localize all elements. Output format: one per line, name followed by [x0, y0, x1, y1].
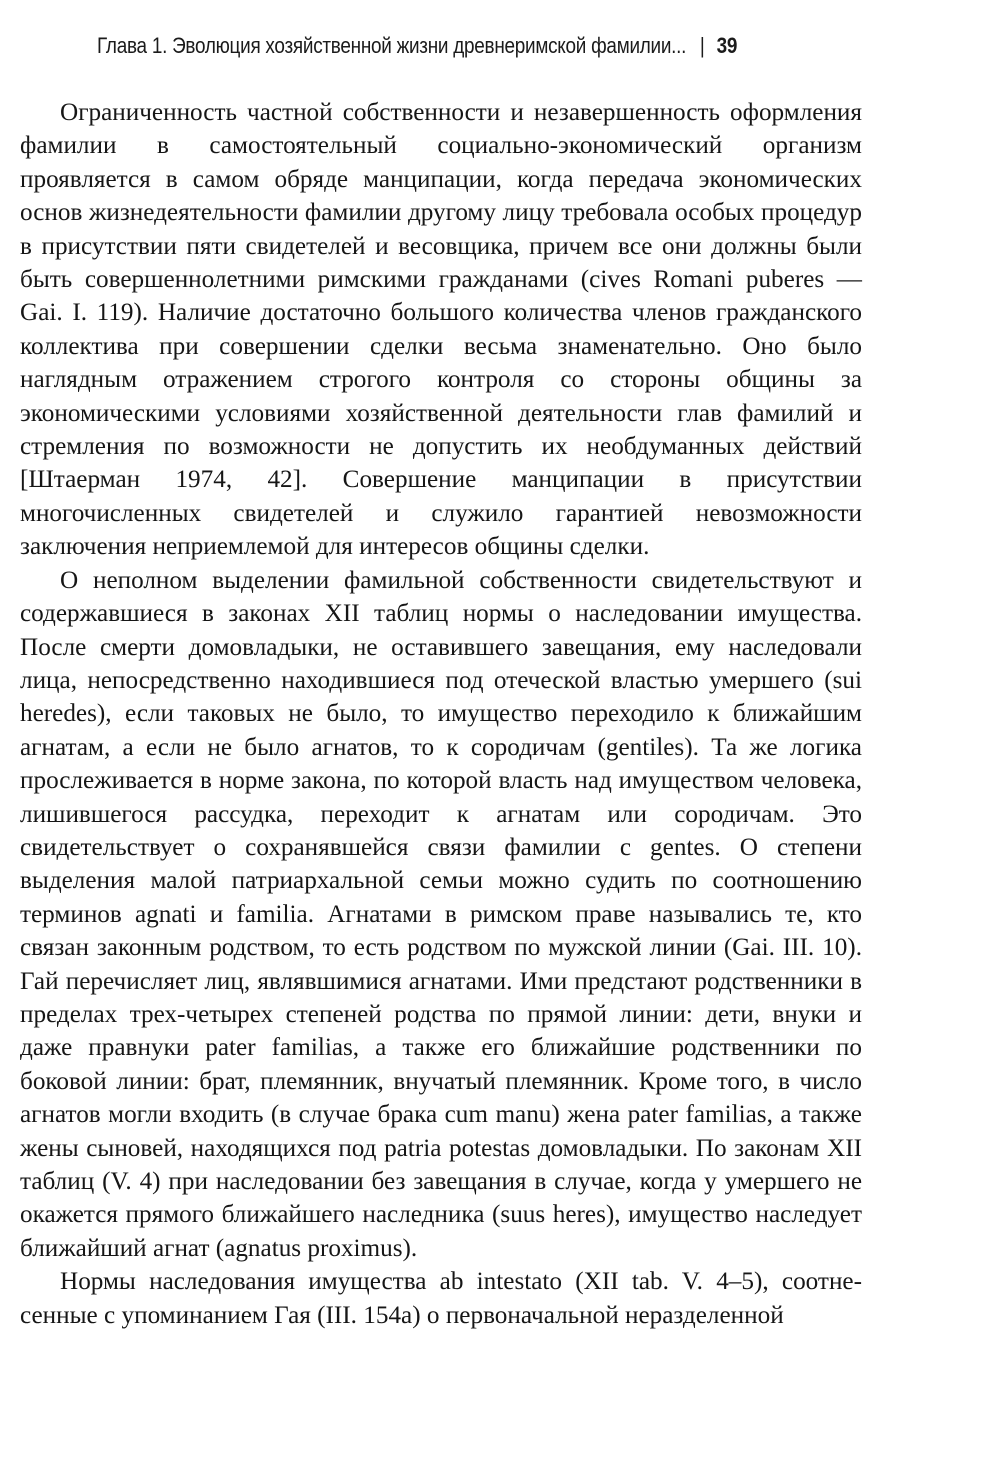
paragraph: Ограниченность частной собственности и незавершенность оформления фамилии в самостоятельный социально-экономический организм проявляется в самом обряде манципации, когда передача экономических основ жизнедеятельности фамилии другому лицу требовала особых процедур в присутствии пяти свидетелей и весовщика, причем все они должны были быть совершеннолетними римскими гражданами (cives Romani puberes — Gai. I. 119). Наличие достаточно большого количества членов гражданского коллектива при совершении сделки весьма знаменательно. Оно было наглядным отражением строгого контроля со стороны общины за экономическими условиями хозяйственной деятельности глав фамилий и стремления по возможности не допустить их необдуманных действий [Штаерман 1974, 42]. Совершение манципации в присутствии многочисленных свидетелей и служило гарантией невозможности заключения неприемлемой для интересов общины сделки.	[20, 99, 862, 561]
paragraph: Нормы наследования имущества ab intestato (XII tab. V. 4–5), соотнесенные с упоминанием Гая (III. 154a) о первоначальной неразделенной	[20, 1268, 862, 1329]
chapter-title: Глава 1. Эволюция хозяйственной жизни древнеримской фамилии...	[97, 33, 687, 58]
running-head	[97, 33, 759, 73]
paragraph: О неполном выделении фамильной собственности свидетельствуют и содержавшиеся в законах XII таблиц нормы о наследовании имущества. После смерти домовладыки, не оставившего завещания, ему наследовали лица, непосредственно находившиеся под отеческой властью умершего (sui heredes), если таковых не было, то имущество переходило к ближайшим агнатам, а если не было агнатов, то к сородичам (gentiles). Та же логика прослеживается в норме закона, по которой власть над имуществом человека, лишившегося рассудка, переходит к агнатам или сородичам. Это свидетельствует о сохранявшейся связи фамилии с gentes. О степени выделения малой патриархальной семьи можно судить по соотношению терминов agnati и familia. Агнатами в римском праве назывались те, кто связан законным родством, то есть родством по мужской линии (Gai. III. 10). Гай перечисляет лиц, являвшимися агнатами. Ими предстают родственники в пределах трех-четырех степеней родства по прямой линии: дети, внуки и даже правнуки pater familias, а также его ближайшие родственники по боковой линии: брат, племянник, внучатый племянник. Кроме того, в число агнатов могли входить (в случае брака cum manu) жена pater familias, а также жены сыновей, находящихся под patria potestas домовладыки. По законам XII таблиц (V. 4) при наследовании без завещания в случае, когда у умершего не окажется прямого ближайшего наследника (suus heres), имущество наследует ближайший агнат (agnatus proximus).	[20, 566, 862, 1262]
page-number: 39	[716, 33, 738, 58]
header-separator: |	[699, 33, 705, 58]
body-text	[20, 96, 862, 1332]
